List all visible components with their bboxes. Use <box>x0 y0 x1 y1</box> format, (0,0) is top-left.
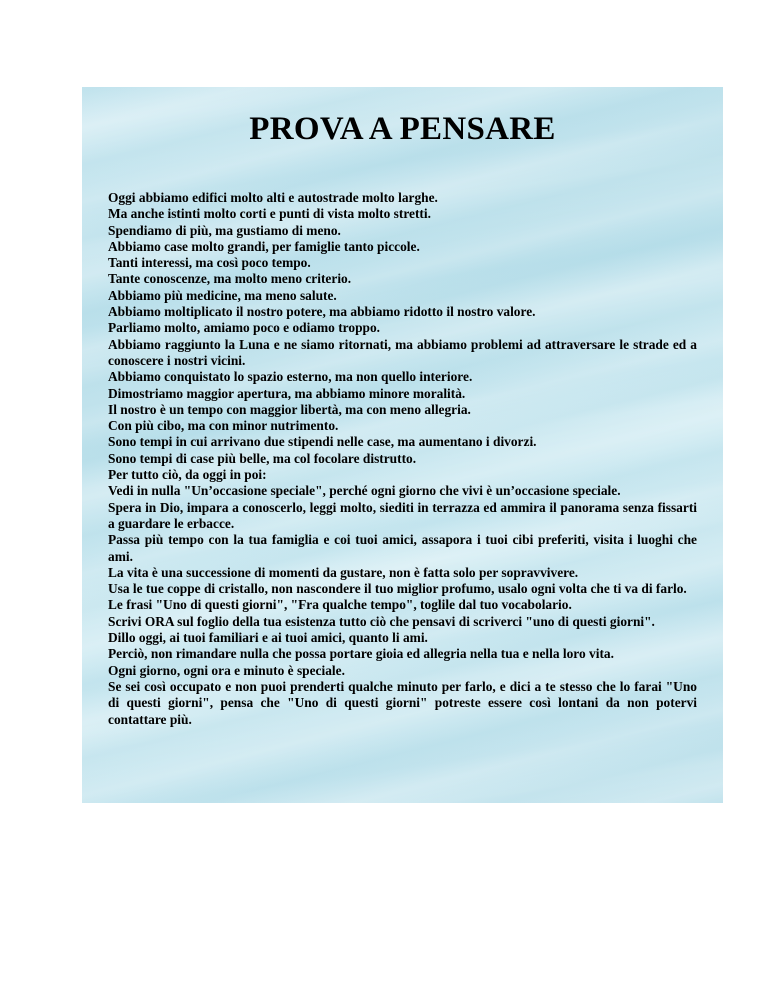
text-line: Perciò, non rimandare nulla che possa portare gioia ed allegria nella tua e nella loro vita. <box>108 646 614 662</box>
text-line: Sono tempi in cui arrivano due stipendi nelle case, ma aumentano i divorzi. <box>108 434 537 450</box>
text-line: Parliamo molto, amiamo poco e odiamo troppo. <box>108 320 381 336</box>
text-paragraph: Usa le tue coppe di cristallo, non nascondere il tuo miglior profumo, usalo ogni volta che ti va di farlo. <box>108 581 687 597</box>
text-line: Abbiamo conquistato lo spazio esterno, ma non quello interiore. <box>108 369 473 385</box>
text-panel <box>82 87 723 803</box>
text-line: Ogni giorno, ogni ora e minuto è speciale. <box>108 662 345 678</box>
text-line: Tanti interessi, ma così poco tempo. <box>108 255 311 271</box>
text-paragraph: Se sei così occupato e non puoi prenderti qualche minuto per farlo, e dici a te stesso che lo farai "Uno di questi giorni", pensa che "Uno di questi giorni" potreste essere così lontani da non potervi contattare più. <box>108 678 697 727</box>
text-line: Abbiamo case molto grandi, per famiglie tanto piccole. <box>108 238 420 254</box>
text-paragraph: Abbiamo raggiunto la Luna e ne siamo ritornati, ma abbiamo problemi ad attraversare le strade ed a conoscere i nostri vicini. <box>108 336 697 368</box>
text-line: Tante conoscenze, ma molto meno criterio. <box>108 271 352 287</box>
text-paragraph: Passa più tempo con la tua famiglia e coi tuoi amici, assapora i tuoi cibi preferiti, visita i luoghi che ami. <box>108 532 697 564</box>
text-line: Abbiamo più medicine, ma meno salute. <box>108 287 337 303</box>
text-line: Con più cibo, ma con minor nutrimento. <box>108 418 339 434</box>
text-line: Ma anche istinti molto corti e punti di vista molto stretti. <box>108 206 431 222</box>
text-line: Spendiamo di più, ma gustiamo di meno. <box>108 222 341 238</box>
text-paragraph: Spera in Dio, impara a conoscerlo, leggi molto, siediti in terrazza ed ammira il panorama senza fissarti a guardare le erbacce. <box>108 499 697 531</box>
poem-body <box>108 190 697 728</box>
text-paragraph: Scrivi ORA sul foglio della tua esistenza tutto ciò che pensavi di scriverci "uno di questi giorni". <box>108 613 655 629</box>
text-line: Vedi in nulla "Un’occasione speciale", perché ogni giorno che vivi è un’occasione speciale. <box>108 483 621 499</box>
page-title: PROVA A PENSARE <box>249 111 556 147</box>
text-line: La vita è una successione di momenti da gustare, non è fatta solo per sopravvivere. <box>108 564 579 580</box>
text-line: Il nostro è un tempo con maggior libertà, ma con meno allegria. <box>108 401 471 417</box>
text-line: Abbiamo moltiplicato il nostro potere, ma abbiamo ridotto il nostro valore. <box>108 304 536 320</box>
text-line: Le frasi "Uno di questi giorni", "Fra qualche tempo", toglile dal tuo vocabolario. <box>108 597 572 613</box>
text-line: Dimostriamo maggior apertura, ma abbiamo minore moralità. <box>108 385 466 401</box>
text-line: Per tutto ciò, da oggi in poi: <box>108 467 267 483</box>
text-line: Sono tempi di case più belle, ma col focolare distrutto. <box>108 450 417 466</box>
text-line: Oggi abbiamo edifici molto alti e autostrade molto larghe. <box>108 190 438 205</box>
text-line: Dillo oggi, ai tuoi familiari e ai tuoi amici, quanto li ami. <box>108 630 428 646</box>
